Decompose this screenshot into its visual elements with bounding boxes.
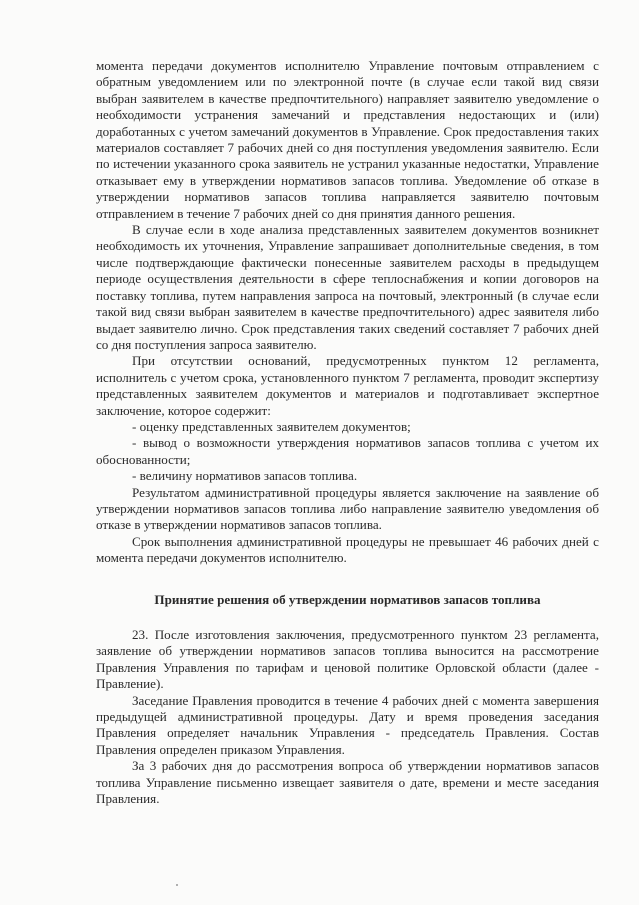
paragraph-2: В случае если в ходе анализа представленных заявителем документов возникнет необходимость их уточнения, Управление запрашивает дополнительные сведения, в том числе подтверждающие фактически понесенные заявителем расходы в предыдущем периоде осуществления деятельности в сфере теплоснабжения и копии договоров на поставку топлива, путем направления запроса на почтовый, электронный (в случае если такой вид связи выбран заявителем в качестве предпочтительного) адрес заявителя либо выдает заявителю лично. Срок представления таких сведений составляет 7 рабочих дней со дня поступления запроса заявителю. <box>96 222 599 352</box>
paragraph-3: При отсутствии оснований, предусмотренных пунктом 12 регламента, исполнитель с учетом срока, установленного пунктом 7 регламента, проводит экспертизу представленных заявителем документов и материалов и подготавливает экспертное заключение, которое содержит: <box>96 353 599 418</box>
list-item: - вывод о возможности утверждения нормативов запасов топлива с учетом их обоснованности; <box>96 435 599 467</box>
paragraph-7: Заседание Правления проводится в течение 4 рабочих дней с момента завершения предыдущей административной процедуры. Дату и время проведения заседания Правления определяет начальник Управления - председатель Правления. Состав Правления определен приказом Управления. <box>96 692 599 757</box>
paragraph-8: За 3 рабочих дня до рассмотрения вопроса об утверждении нормативов запасов топлива Управление письменно извещает заявителя о дате, времени и месте заседания Правления. <box>96 758 599 807</box>
section-heading: Принятие решения об утверждении нормативов запасов топлива <box>154 591 541 607</box>
paragraph-5: Срок выполнения административной процедуры не превышает 46 рабочих дней с момента передачи документов исполнителю. <box>96 533 599 566</box>
paragraph-1: момента передачи документов исполнителю Управление почтовым отправлением с обратным уведомлением или по электронной почте (в случае если такой вид связи выбран заявителем в качестве предпочтительного) направляет заявителю уведомление о необходимости устранения замечаний и представления недостающих и (или) доработанных с учетом замечаний документов в Управление. Срок предоставления таких материалов составляет 7 рабочих дней со дня поступления уведомления заявителю. Если по истечении указанного срока заявитель не устранил указанные недостатки, Управление отказывает ему в утверждении нормативов запасов топлива. Уведомление об отказе в утверждении нормативов запасов топлива направляется заявителю почтовым отправлением в течение 7 рабочих дней со дня принятия данного решения. <box>96 58 599 221</box>
document-body <box>96 58 599 807</box>
paragraph-6: 23. После изготовления заключения, предусмотренного пунктом 23 регламента, заявление об утверждении нормативов запасов топлива выносится на рассмотрение Правления Управления по тарифам и ценовой политике Орловской области (далее - Правление). <box>96 627 599 692</box>
list-item: - величину нормативов запасов топлива. <box>132 468 358 484</box>
scan-speck <box>176 884 178 886</box>
list-item: - оценку представленных заявителем документов; <box>132 418 411 434</box>
paragraph-4: Результатом административной процедуры является заключение на заявление об утверждении нормативов запасов топлива либо направление заявителю уведомления об отказе в утверждении нормативов запасов топлива. <box>96 484 599 533</box>
